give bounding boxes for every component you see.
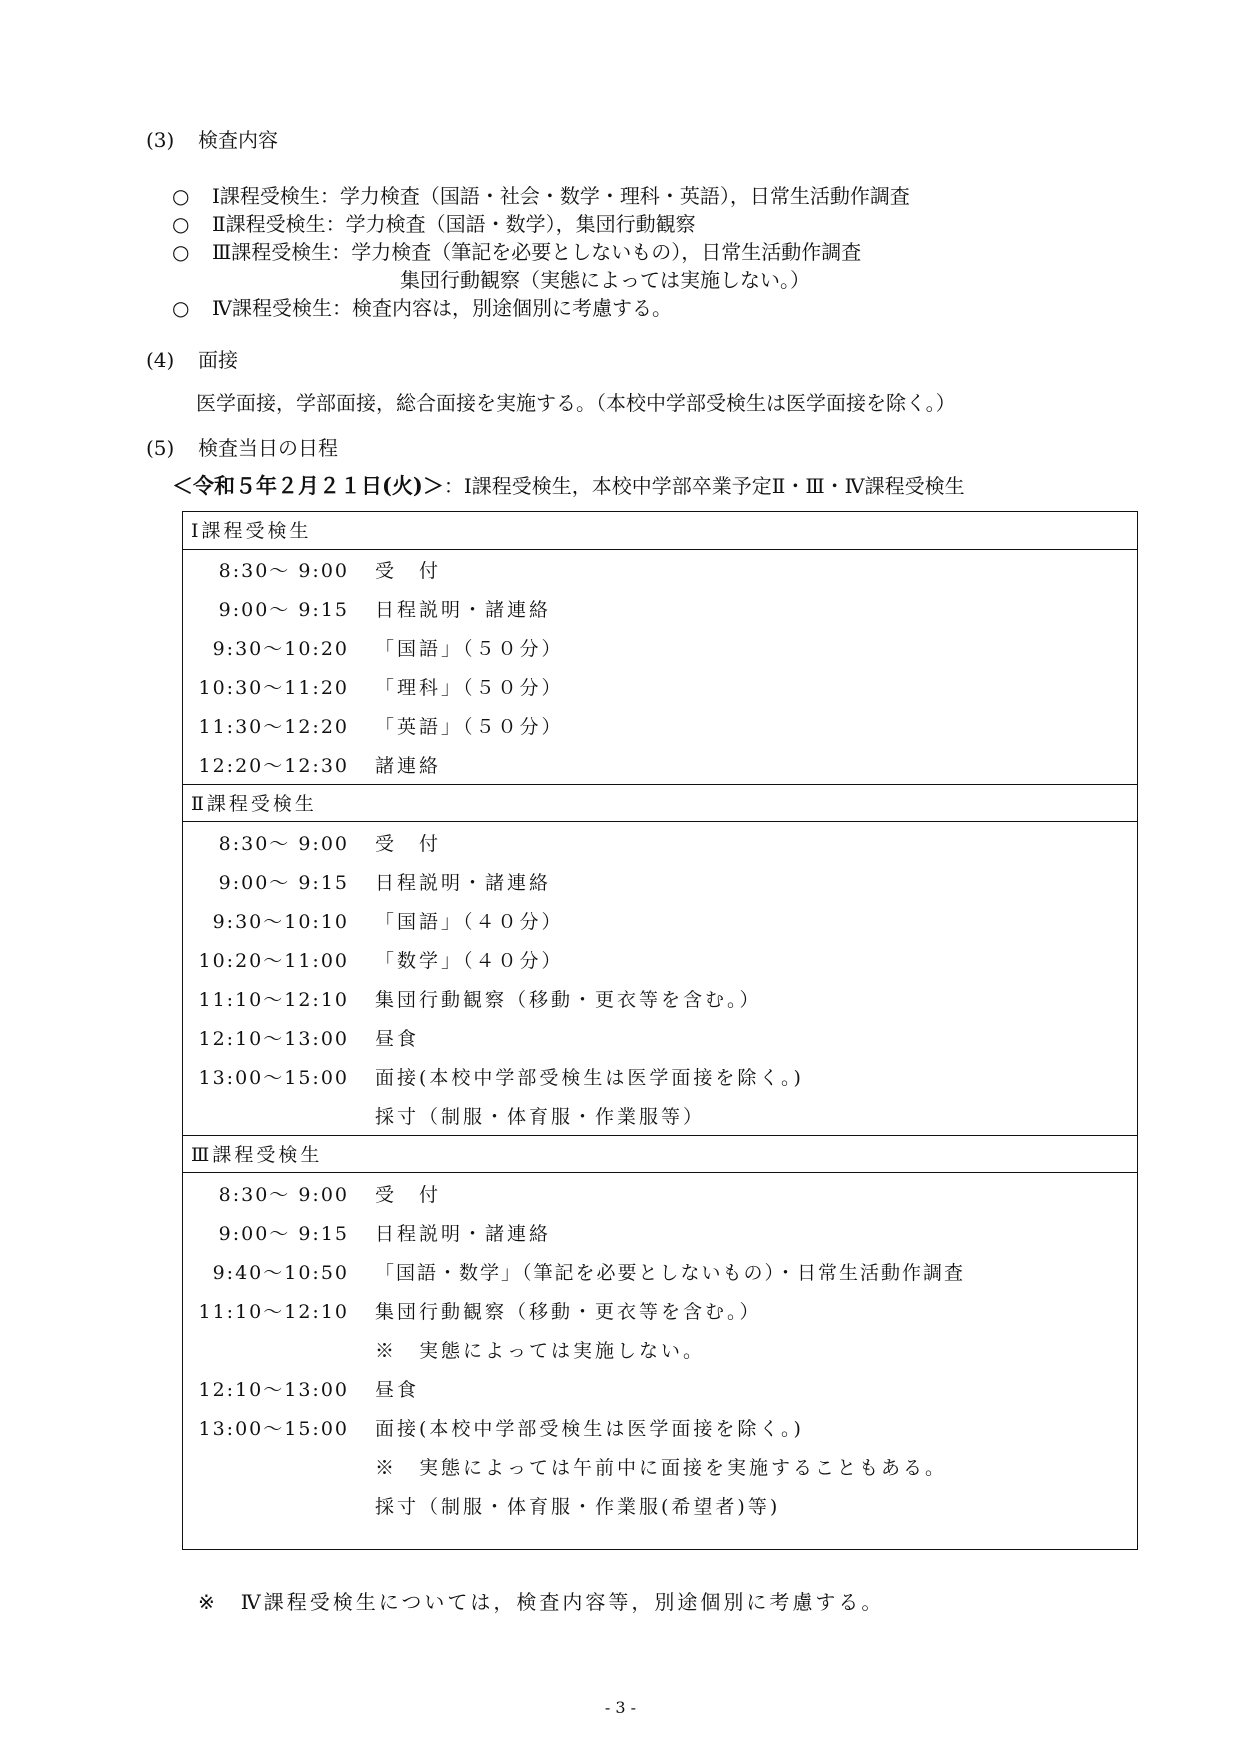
circle-bullet-icon: ○	[172, 212, 190, 236]
time-cell: 12:10～13:00	[198, 1028, 349, 1050]
content-item-text: Ⅲ課程受検生：学力検査（筆記を必要としないもの），日常生活動作調査	[212, 240, 862, 264]
activity-cell: 諸連絡	[375, 755, 442, 777]
time-cell: 9:00～ 9:15	[218, 1223, 349, 1245]
content-item-continuation	[400, 264, 810, 293]
table-row	[183, 1096, 1137, 1135]
activity-cell: 「国語」（４０分）	[375, 911, 564, 933]
table-row	[183, 1057, 1137, 1096]
schedule-date: ＜令和５年２月２１日(火)＞	[172, 473, 444, 498]
section-4-body: 医学面接，学部面接，総合面接を実施する。（本校中学部受検生は医学面接を除く。）	[196, 391, 956, 415]
time-cell: 13:00～15:00	[198, 1418, 349, 1440]
course-3-header: Ⅲ課程受検生	[183, 1135, 1137, 1173]
activity-cell: 受 付	[375, 833, 442, 855]
activity-cell: 「理科」（５０分）	[375, 677, 564, 699]
time-cell: 11:30～12:20	[198, 716, 349, 738]
table-row	[183, 1018, 1137, 1057]
time-cell: 11:10～12:10	[198, 1301, 349, 1323]
section-4-number: (4)	[146, 348, 175, 372]
table-row	[183, 1408, 1137, 1447]
activity-cell: 日程説明・諸連絡	[375, 872, 552, 894]
section-3-number: (3)	[146, 128, 175, 152]
table-row	[183, 1330, 1137, 1369]
table-row	[183, 628, 1137, 667]
activity-cell: 採寸（制服・体育服・作業服(希望者)等)	[375, 1496, 781, 1518]
section-5-number: (5)	[146, 436, 175, 460]
time-cell: 11:10～12:10	[198, 989, 349, 1011]
activity-cell: 日程説明・諸連絡	[375, 1223, 552, 1245]
activity-cell: 「国語」（５０分）	[375, 638, 564, 660]
activity-cell: 受 付	[375, 1184, 442, 1206]
content-item-text: 集団行動観察（実態によっては実施しない。）	[400, 268, 810, 292]
circle-bullet-icon: ○	[172, 296, 190, 320]
table-row	[183, 1447, 1137, 1486]
table-row	[183, 823, 1137, 862]
time-cell: 8:30～ 9:00	[218, 1184, 349, 1206]
content-item	[172, 236, 861, 265]
activity-cell: 受 付	[375, 560, 442, 582]
time-cell: 12:20～12:30	[198, 755, 349, 777]
section-4-title: 面接	[198, 348, 238, 372]
activity-cell: 「英語」（５０分）	[375, 716, 564, 738]
table-row	[183, 745, 1137, 784]
activity-cell: ※ 実態によっては午前中に面接を実施することもある。	[375, 1457, 948, 1479]
activity-cell: 昼食	[375, 1028, 420, 1050]
schedule-date-line	[172, 470, 965, 500]
table-row	[183, 1252, 1137, 1291]
table-row	[183, 1213, 1137, 1252]
content-item	[172, 180, 910, 209]
time-cell: 10:30～11:20	[198, 677, 349, 699]
content-item	[172, 292, 672, 321]
table-row	[183, 1291, 1137, 1330]
content-item-text: Ⅰ課程受検生：学力検査（国語・社会・数学・理科・英語），日常生活動作調査	[212, 184, 910, 208]
circle-bullet-icon: ○	[172, 240, 190, 264]
content-item-text: Ⅳ課程受検生：検査内容は，別途個別に考慮する。	[212, 296, 672, 320]
time-cell: 9:30～10:10	[212, 911, 349, 933]
section-5-title: 検査当日の日程	[198, 436, 338, 460]
table-row	[183, 940, 1137, 979]
section-3-heading	[146, 124, 278, 153]
table-row	[183, 901, 1137, 940]
schedule-date-description: ：Ⅰ課程受検生，本校中学部卒業予定Ⅱ・Ⅲ・Ⅳ課程受検生	[443, 474, 965, 498]
table-row	[183, 667, 1137, 706]
section-3-title: 検査内容	[198, 128, 278, 152]
activity-cell: 「数学」（４０分）	[375, 950, 564, 972]
course-1-header: Ⅰ課程受検生	[183, 512, 1137, 550]
course-2-header: Ⅱ課程受検生	[183, 784, 1137, 822]
table-row	[183, 706, 1137, 745]
activity-cell: 採寸（制服・体育服・作業服等）	[375, 1106, 706, 1128]
table-row	[183, 550, 1137, 589]
activity-cell: 集団行動観察（移動・更衣等を含む。）	[375, 989, 762, 1011]
time-cell: 9:30～10:20	[212, 638, 349, 660]
content-item	[172, 208, 696, 237]
time-cell: 9:00～ 9:15	[218, 599, 349, 621]
activity-cell: 昼食	[375, 1379, 420, 1401]
activity-cell: 日程説明・諸連絡	[375, 599, 552, 621]
schedule-table	[182, 511, 1138, 1550]
table-row	[183, 979, 1137, 1018]
page-number: - 3 -	[604, 1698, 637, 1717]
activity-cell: 面接(本校中学部受検生は医学面接を除く。)	[375, 1418, 804, 1440]
table-row	[183, 1174, 1137, 1213]
activity-cell: ※ 実態によっては実施しない。	[375, 1340, 706, 1362]
time-cell: 9:00～ 9:15	[218, 872, 349, 894]
section-4-heading	[146, 344, 238, 373]
table-row	[183, 589, 1137, 628]
table-row	[183, 1486, 1137, 1525]
time-cell: 13:00～15:00	[198, 1067, 349, 1089]
content-item-text: Ⅱ課程受検生：学力検査（国語・数学），集団行動観察	[212, 212, 696, 236]
section-5-heading	[146, 432, 338, 461]
time-cell: 8:30～ 9:00	[218, 833, 349, 855]
table-row	[183, 862, 1137, 901]
time-cell: 9:40～10:50	[212, 1262, 349, 1284]
table-row	[183, 1369, 1137, 1408]
activity-cell: 集団行動観察（移動・更衣等を含む。）	[375, 1301, 762, 1323]
activity-cell: 「国語・数学」（筆記を必要としないもの）・日常生活動作調査	[375, 1262, 966, 1284]
circle-bullet-icon: ○	[172, 184, 190, 208]
activity-cell: 面接(本校中学部受検生は医学面接を除く。)	[375, 1067, 804, 1089]
time-cell: 10:20～11:00	[198, 950, 349, 972]
course-4-note: ※ Ⅳ課程受検生については，検査内容等，別途個別に考慮する。	[198, 1590, 885, 1614]
time-cell: 12:10～13:00	[198, 1379, 349, 1401]
time-cell: 8:30～ 9:00	[218, 560, 349, 582]
